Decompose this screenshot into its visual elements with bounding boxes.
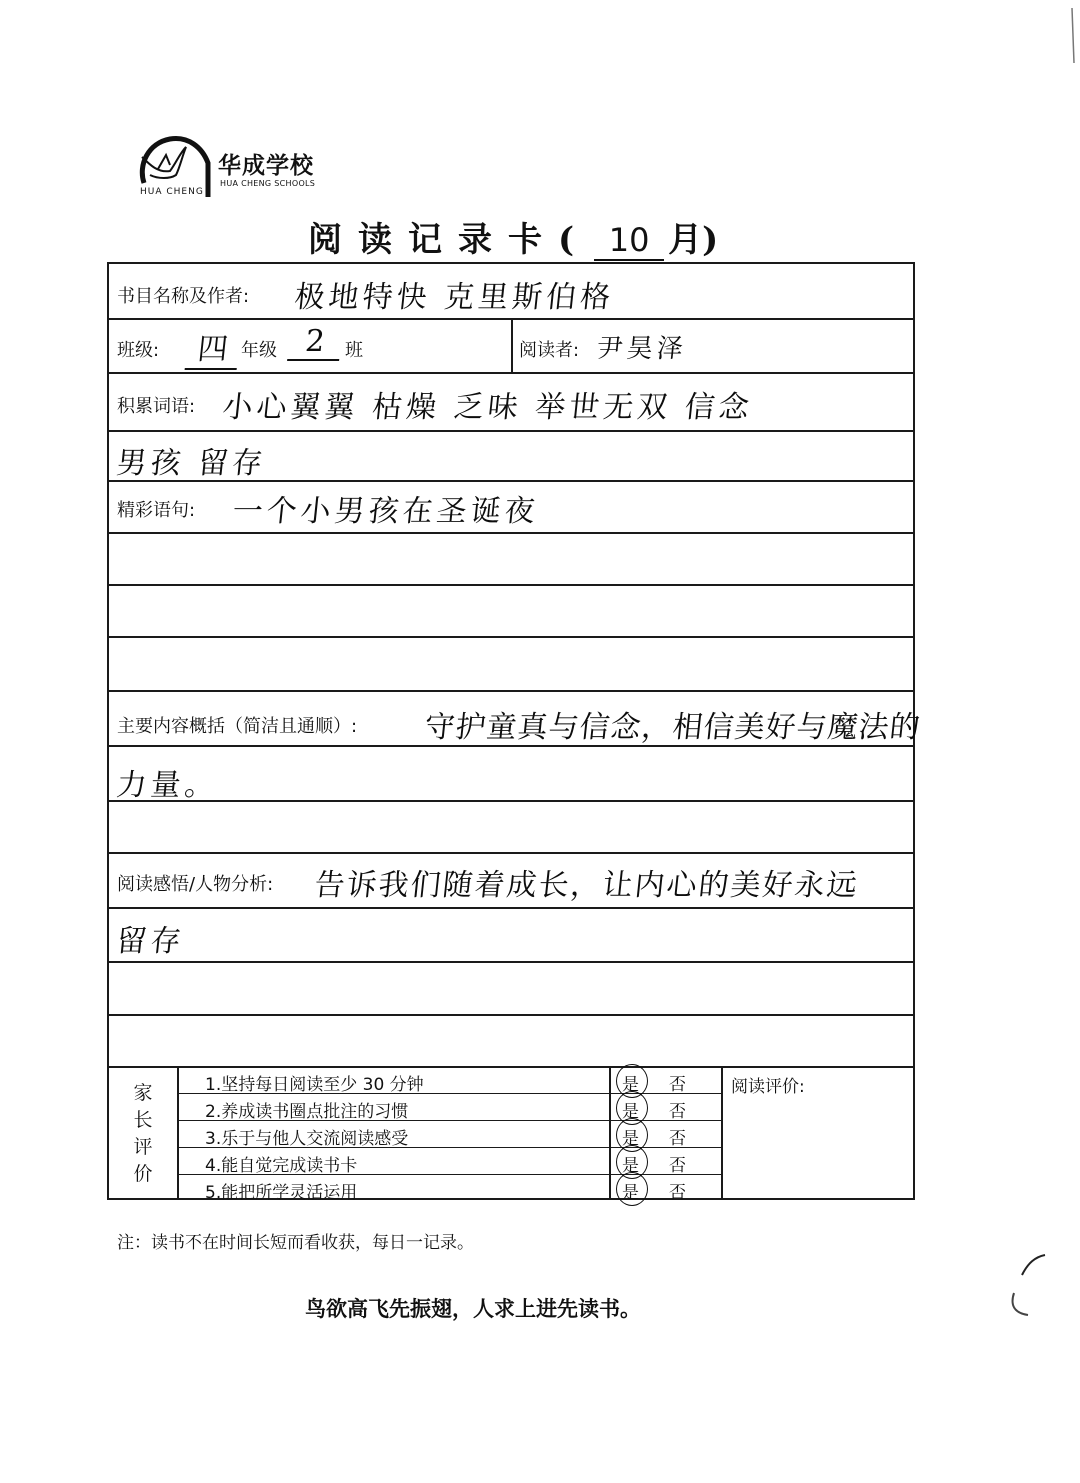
- logo-wordmark: HUA CHENG: [140, 187, 204, 197]
- book-label: 书目名称及作者:: [117, 286, 250, 307]
- eval-item-2: 2.养成读书圈点批注的习惯: [205, 1102, 409, 1122]
- class-field[interactable]: 2: [287, 324, 343, 361]
- eval-1-no-option[interactable]: 否: [669, 1075, 686, 1095]
- summary-label: 主要内容概括（简洁且通顺）:: [117, 716, 358, 737]
- sentences-label: 精彩语句:: [117, 500, 196, 521]
- row-divider: [109, 584, 913, 586]
- yes-text: 是: [622, 1075, 639, 1095]
- pen-scribble-mark: [1000, 1245, 1070, 1325]
- vocabulary-line-1[interactable]: 小心翼翼 枯燥 乏味 举世无双 信念: [220, 390, 755, 425]
- school-name-cn: 华成学校: [218, 153, 314, 179]
- scan-edge-mark: [1070, 8, 1076, 63]
- footer-note: 注：读书不在时间长短而看收获，每日一记录。: [117, 1233, 474, 1253]
- parent-eval-side-label: [131, 1080, 155, 1188]
- grade-unit: 年级: [241, 340, 277, 361]
- yes-text: 是: [622, 1102, 639, 1122]
- selected-circle-icon: [616, 1172, 648, 1206]
- row-divider: [109, 372, 913, 374]
- column-divider: [721, 1066, 723, 1200]
- yes-text: 是: [622, 1129, 639, 1149]
- row-divider: [109, 690, 913, 692]
- title-text: 阅读记录卡: [308, 220, 558, 260]
- eval-item-5: 5.能把所学灵活运用: [205, 1183, 358, 1203]
- grade-field[interactable]: 四: [185, 324, 242, 370]
- eval-item-1: 1.坚持每日阅读至少 30 分钟: [205, 1075, 424, 1095]
- reading-record-card: [107, 262, 923, 1203]
- column-divider: [511, 318, 513, 372]
- month-field[interactable]: 10: [594, 221, 664, 261]
- eval-5-yes-option[interactable]: [622, 1178, 639, 1203]
- eval-item-4: 4.能自觉完成读书卡: [205, 1156, 358, 1176]
- title-open-paren: (: [558, 220, 591, 260]
- reader-value[interactable]: 尹昊泽: [595, 334, 689, 364]
- side-char: 价: [133, 1163, 153, 1185]
- row-divider: [109, 852, 913, 854]
- comment-label: 阅读评价:: [731, 1077, 805, 1097]
- row-divider: [109, 1014, 913, 1016]
- parent-evaluation-section: [109, 1066, 913, 1203]
- column-divider: [609, 1066, 611, 1200]
- footer-motto: 鸟欲高飞先振翅，人求上进先读书。: [305, 1296, 641, 1321]
- row-divider: [109, 961, 913, 963]
- reader-label: 阅读者:: [519, 340, 580, 361]
- book-value[interactable]: 极地特快 克里斯伯格: [292, 280, 617, 315]
- yes-text: 是: [622, 1183, 639, 1203]
- eval-item-3: 3.乐于与他人交流阅读感受: [205, 1129, 409, 1149]
- reflection-line-1[interactable]: 告诉我们随着成长，让内心的美好永远: [312, 868, 861, 903]
- reflection-label: 阅读感悟/人物分析:: [117, 874, 274, 895]
- month-unit: 月): [668, 220, 719, 260]
- row-divider: [109, 636, 913, 638]
- side-char: 长: [133, 1109, 153, 1131]
- school-name-en: HUA CHENG SCHOOLS: [220, 179, 316, 188]
- reflection-line-2[interactable]: 留存: [114, 924, 187, 959]
- comment-field[interactable]: [731, 1096, 907, 1196]
- row-divider: [109, 532, 913, 534]
- class-label: 班级:: [117, 340, 160, 361]
- vocabulary-line-2[interactable]: 男孩 留存: [114, 446, 269, 481]
- eval-5-no-option[interactable]: 否: [669, 1183, 686, 1203]
- row-divider: [109, 800, 913, 802]
- row-divider: [109, 907, 913, 909]
- yes-text: 是: [622, 1156, 639, 1176]
- side-char: 评: [133, 1136, 153, 1158]
- vocabulary-label: 积累词语:: [117, 396, 196, 417]
- column-divider: [177, 1066, 179, 1200]
- summary-line-1[interactable]: 守护童真与信念，相信美好与魔法的: [422, 710, 923, 745]
- summary-line-2[interactable]: 力量。: [114, 768, 221, 803]
- class-unit: 班: [345, 340, 363, 361]
- side-char: 家: [133, 1082, 153, 1104]
- eval-2-no-option[interactable]: 否: [669, 1102, 686, 1122]
- sentences-line-1[interactable]: 一个小男孩在圣诞夜: [230, 494, 541, 529]
- page-title: [308, 212, 718, 261]
- school-logo: [136, 135, 326, 197]
- row-divider: [109, 430, 913, 432]
- eval-4-no-option[interactable]: 否: [669, 1156, 686, 1176]
- eval-3-no-option[interactable]: 否: [669, 1129, 686, 1149]
